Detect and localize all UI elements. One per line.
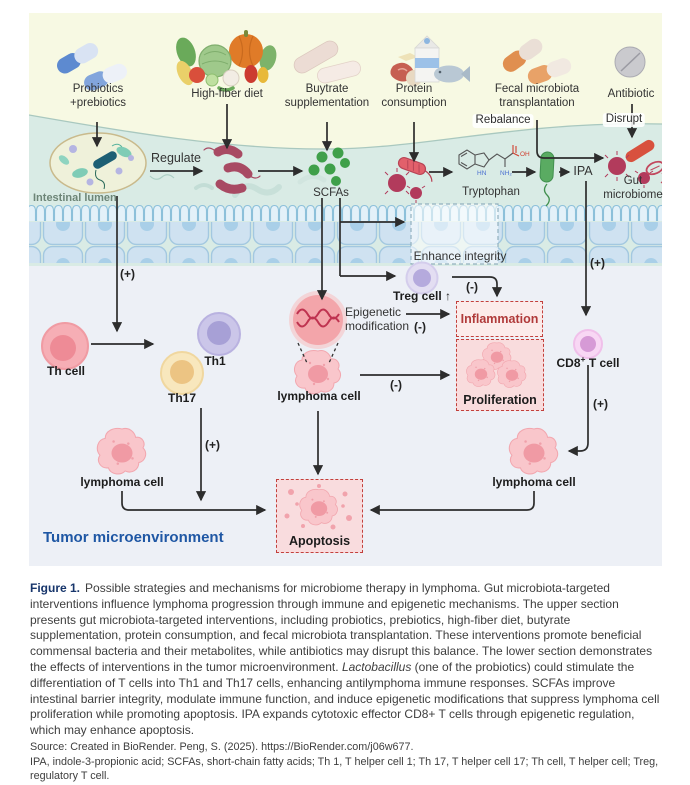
figure-number: Figure 1. (30, 581, 81, 595)
apoptosis-label: Apoptosis (288, 534, 351, 548)
caption-part2: (one of the probiotics) could stimulate the differentiation of T cells into Th1 and Th17 cells, enhancing antilymphoma immune responses. SCFAs improve intestinal barrier integrity, modulate immune function, and induce epigenetic modifications that suppress lymphoma cell proliferation while promoting apoptosis. IPA expands cytotoxic effector CD8+ T cells through epigenetic regulation, which may enhance apoptosis. (30, 659, 660, 738)
villi-band (29, 205, 662, 222)
epithelial-cells (29, 222, 662, 263)
gut-microbiome-label: Gut microbiome (603, 175, 663, 201)
plus-sign-lumen: (+) (120, 267, 135, 281)
figure-caption (30, 581, 662, 784)
th1-label: Th1 (204, 354, 226, 368)
plus-sign-cd8: (+) (593, 397, 608, 411)
fecal-label: Fecal microbiota transplantation (494, 83, 580, 109)
svg-text:HN: HN (477, 170, 487, 177)
epigenetic-label: Epigenetic modification (345, 305, 410, 333)
caption-italic: Lactobacillus (341, 659, 412, 674)
th-cell (42, 323, 88, 369)
inflammation-label: Inflammation (460, 312, 539, 326)
plus-sign-ipa: (+) (590, 256, 605, 270)
ipa-label: IPA (573, 164, 593, 178)
probiotic-bacteria-oval (50, 133, 146, 193)
caption-text (30, 581, 662, 739)
protein-label: Protein consumption (381, 83, 447, 109)
caption-source: Source: Created in BioRender. Peng, S. (2025). https://BioRender.com/j06w677. (30, 740, 414, 753)
regulate-label: Regulate (150, 151, 202, 165)
svg-text:NH₂: NH₂ (500, 170, 512, 177)
tumor-microenvironment-label: Tumor microenvironment (43, 529, 224, 546)
svg-text:OH: OH (520, 151, 530, 158)
lymphoma-right-label: lymphoma cell (492, 475, 576, 489)
caption-abbreviations: IPA, indole-3-propionic acid; SCFAs, short-chain fatty acids; Th 1, T helper cell 1; Th 17, T helper cell 17; Th cell, T helper cell; Treg, regulatory T cell. (30, 756, 659, 783)
th-cell-label: Th cell (46, 364, 86, 378)
proliferation-label: Proliferation (463, 393, 537, 407)
scfas-label: SCFAs (313, 187, 349, 199)
enhance-integrity-label: Enhance integrity (413, 249, 507, 263)
rebalance-label: Rebalance (473, 114, 534, 128)
treg-label: Treg cell ↑ (392, 289, 452, 303)
proliferation-cells (457, 340, 542, 392)
th17-cell (161, 352, 203, 394)
minus-sign-proliferation: (-) (390, 378, 402, 392)
minus-sign-treg: (-) (466, 280, 478, 294)
high-fiber-label: High-fiber diet (191, 88, 263, 100)
cd8-label: CD8+ T cell (556, 354, 620, 370)
proliferation-box (456, 339, 544, 411)
th17-label: Th17 (167, 391, 197, 405)
th1-cell (198, 313, 240, 355)
antibiotic-label: Antibiotic (607, 88, 655, 100)
tryptophan-label: Tryptophan (462, 186, 520, 198)
disrupt-label: Disrupt (603, 113, 645, 127)
antibiotic-icon (615, 47, 645, 77)
apoptosis-box (276, 479, 363, 553)
lymphoma-left-label: lymphoma cell (80, 475, 164, 489)
lymphoma-mid-label: lymphoma cell (277, 389, 361, 403)
plus-sign-th17: (+) (205, 438, 220, 452)
butyrate-label: Buytrate supplementation (284, 83, 370, 109)
apoptosis-cell (277, 480, 361, 532)
inflammation-box (456, 301, 543, 337)
probiotics-label: Probiotics +prebiotics (70, 83, 126, 109)
intestinal-lumen-label: Intestinal lumen (33, 192, 117, 204)
minus-sign-epigenetic: (-) (414, 320, 426, 334)
caption-part1: Possible strategies and mechanisms for microbiome therapy in lymphoma. Gut microbiota-targeted interventions influence lymphoma progression through immune and epigenetic mechanisms. The upper section presents gut microbiota-targeted interventions, including probiotics, prebiotics, high-fiber diet, butyrate supplementation, protein consumption, and fecal microbiota transplantation. These interventions promote beneficial commensal bacteria and their metabolites, while antibiotics may disrupt this balance. The lower section demonstrates the effects of interventions in the tumor microenvironment. (30, 581, 653, 674)
